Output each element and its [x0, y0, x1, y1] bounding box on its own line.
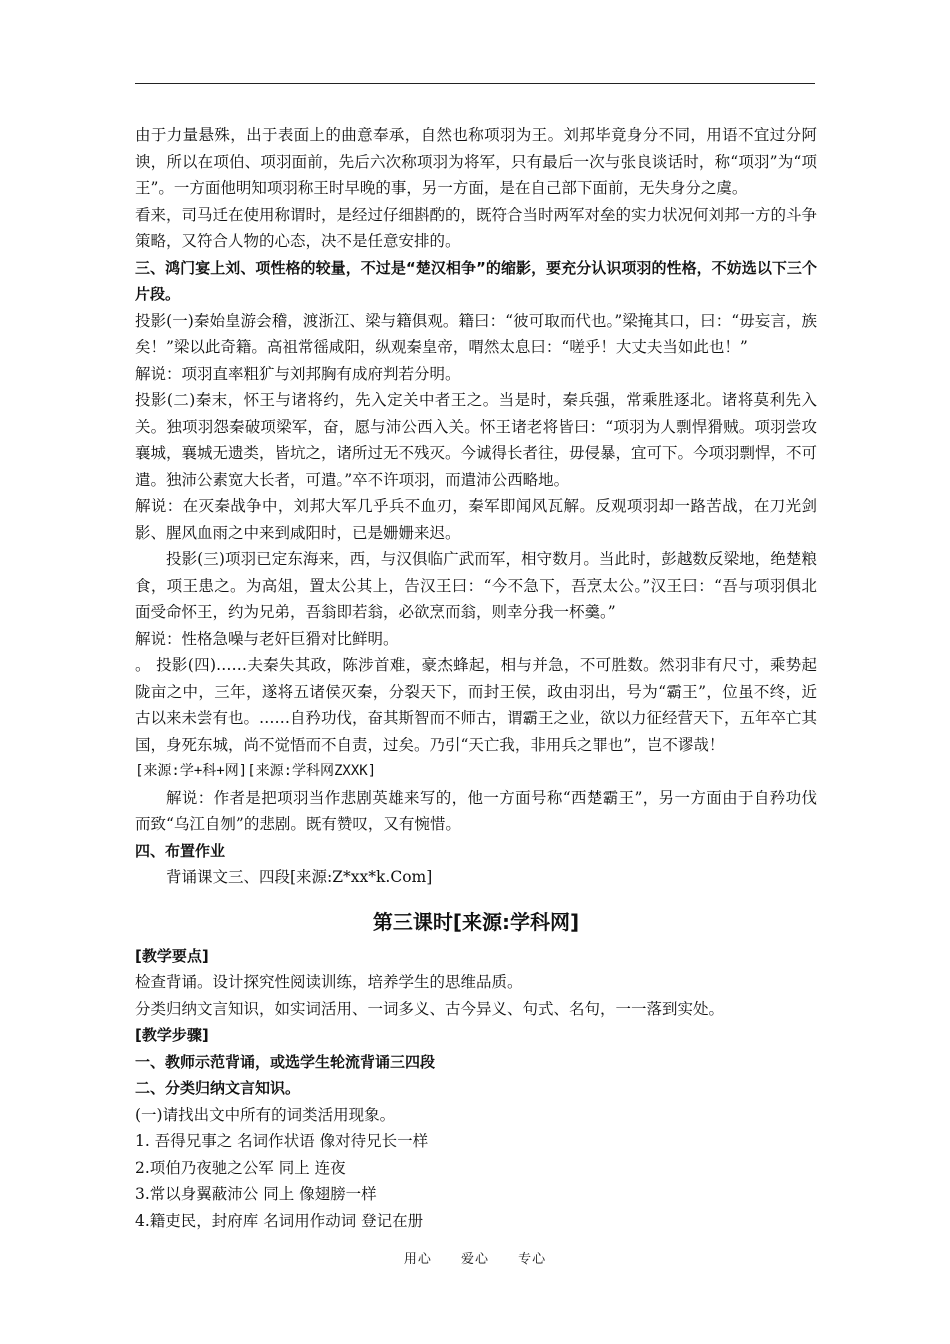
lesson-part-two [135, 122, 817, 891]
paragraph: 三、鸿门宴上刘、项性格的较量，不过是“楚汉相争”的缩影，要充分认识项羽的性格，不妨选以下三个片段。 [135, 258, 817, 303]
document-body [135, 122, 817, 1234]
paragraph: [来源:学+科+网][来源:学科网ZXXK] [135, 763, 377, 779]
footer-word: 用心 [403, 1252, 432, 1267]
paragraph: 由于力量悬殊，出于表面上的曲意奉承，自然也称项羽为王。刘邦毕竟身分不同，用语不宜过分阿谀，所以在项伯、项羽面前，先后六次称项羽为将军，只有最后一次与张良谈话时，称“项羽”为“项王”。一方面他明知项羽称王时早晚的事，另一方面，是在自己部下面前，无失身分之虞。 [135, 126, 817, 197]
header-rule [135, 83, 815, 84]
paragraph: 解说：项羽直率粗犷与刘邦胸有成府判若分明。 [135, 364, 461, 383]
paragraph: 解说：在灭秦战争中，刘邦大军几乎兵不血刃，秦军即闻风瓦解。反观项羽却一路苦战，在刀光剑影、腥风血雨之中来到咸阳时，已是姗姗来迟。 [135, 497, 817, 542]
section-title: 第三课时[来源:学科网] [372, 909, 580, 934]
paragraph: 投影(三)项羽已定东海来，西，与汉俱临广武而军，相守数月。当此时，彭越数反梁地，绝楚粮食，项王患之。为高俎，置太公其上，告汉王曰：“今不急下，吾烹太公。”汉王曰：“吾与项羽俱北面受命怀王，约为兄弟，吾翁即若翁，必欲烹而翁，则幸分我一杯羹。” [135, 550, 817, 621]
paragraph: 4.籍吏民，封府库 名词用作动词 登记在册 [135, 1211, 424, 1230]
lesson-part-three [135, 943, 817, 1235]
paragraph: 投影(二)秦末，怀王与诸将约，先入定关中者王之。当是时，秦兵强，常乘胜逐北。诸将莫利先入关。独项羽怨秦破项梁军，奋，愿与沛公西入关。怀王诸老将皆曰：“项羽为人剽悍猾贼。项羽尝攻襄城，襄城无遗类，皆坑之，诸所过无不残灭。今诚得长者往，毋侵暴，宜可下。今项羽剽悍，不可遣。独沛公素宽大长者，可遣。”卒不许项羽，而遣沛公西略地。 [135, 391, 818, 489]
paragraph: (一)请找出文中所有的词类活用现象。 [135, 1105, 396, 1124]
paragraph: 2.项伯乃夜驰之公军 同上 连夜 [135, 1158, 346, 1177]
paragraph: [教学步骤] [135, 1026, 209, 1044]
paragraph: 分类归纳文言知识，如实词活用、一词多义、古今异义、句式、名句，一一落到实处。 [135, 999, 725, 1018]
paragraph: [教学要点] [135, 946, 209, 965]
paragraph: 检查背诵。设计探究性阅读训练，培养学生的思维品质。 [135, 973, 523, 991]
paragraph: 二、分类归纳文言知识。 [135, 1079, 301, 1097]
page-footer [0, 1248, 950, 1267]
paragraph: 解说：作者是把项羽当作悲剧英雄来写的，他一方面号称“西楚霸王”，另一方面由于自矜功伐而致“乌江自刎”的悲剧。既有赞叹，又有惋惜。 [135, 788, 817, 833]
paragraph: 。 投影(四)……夫秦失其政，陈涉首难，豪杰蜂起，相与并急，不可胜数。然羽非有尺寸，乘势起陇亩之中，三年，遂将五诸侯灭秦，分裂天下，而封王侯，政由羽出，号为“霸王”，位虽不终，近古以来未尝有也。……自矜功伐，奋其斯智而不师古，谓霸王之业，欲以力征经营天下，五年卒亡其国，身死东城，尚不觉悟而不自责，过矣。乃引“天亡我，非用兵之罪也”，岂不谬哉！ [135, 656, 818, 754]
footer-word: 爱心 [460, 1252, 489, 1267]
paragraph: 解说：性格急噪与老奸巨猾对比鲜明。 [135, 629, 399, 648]
footer-word: 专心 [518, 1252, 547, 1267]
paragraph: 一、教师示范背诵，或选学生轮流背诵三四段 [135, 1052, 436, 1071]
paragraph: 3.常以身翼蔽沛公 同上 像翅膀一样 [135, 1185, 377, 1203]
paragraph: 四、布置作业 [135, 841, 226, 860]
paragraph: 背诵课文三、四段[来源:Z*xx*k.Com] [166, 868, 433, 886]
paragraph: 投影(一)秦始皇游会稽，渡浙江、梁与籍俱观。籍曰：“彼可取而代也。”梁掩其口，曰：“毋妄言，族矣！”梁以此奇籍。高祖常徭咸阳，纵观秦皇帝，喟然太息曰：“嗟乎！大丈夫当如此也！” [135, 311, 817, 356]
paragraph: 1. 吾得兄事之 名词作状语 像对待兄长一样 [135, 1132, 429, 1150]
paragraph: 看来，司马迁在使用称谓时，是经过仔细斟酌的，既符合当时两军对垒的实力状况何刘邦一方的斗争策略，又符合人物的心态，决不是任意安排的。 [135, 205, 818, 250]
